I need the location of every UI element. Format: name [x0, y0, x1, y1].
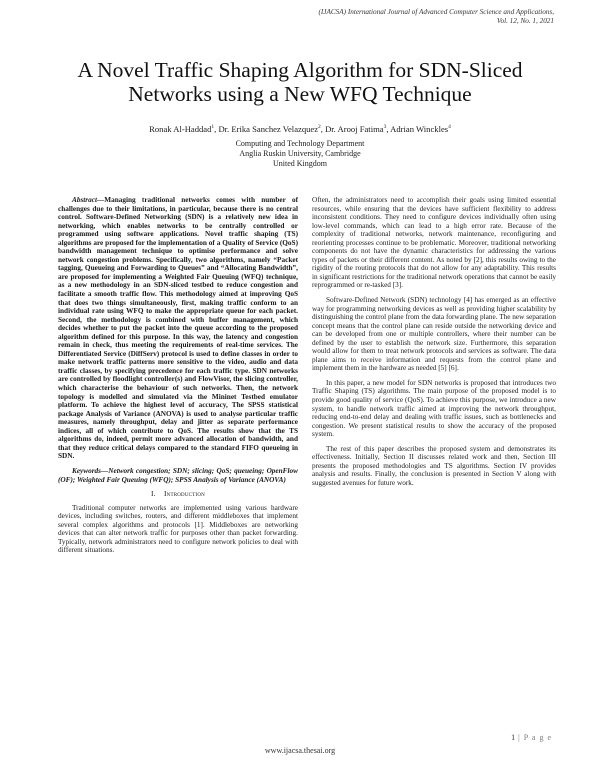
author: Ronak Al-Haddad$^1$, [149, 124, 219, 134]
journal-volume: Vol. 12, No. 1, 2021 [496, 17, 554, 25]
abstract [58, 196, 298, 461]
paper-title [30, 58, 570, 106]
author: Adrian Winckles$^4$ [390, 124, 451, 134]
author-list [30, 124, 570, 135]
author: Dr. Erika Sanchez Velazquez$^2$, [218, 124, 326, 134]
body-paragraph: The rest of this paper describes the proposed system and demonstrates its effectiveness. Initially, Section II discusses related work and then, Section III presents the proposed methodologies and TS algorithms. Section IV provides analysis and results. Finally, the conclusion is presented in Section V along with suggested avenues for future work. [312, 444, 556, 487]
body-paragraph: Often, the administrators need to accomplish their goals using limited essential resources, while ensuring that the devices have sufficient flexibility to address inconsistent conditions. They need to configure devices individually often using low-level commands, which can lead to a high error rate. Because of the complexity of traditional networks, network maintenance, reconfiguring and reorienting processes continue to be problematic. Moreover, traditional networking components do not have the dynamic characteristics for addressing the various types of packets or their different content. As noted by [2], this results owing to the rigidity of the routing protocols that do not allow for any adaptability. This results in significant restrictions for the traditional network operations that cannot be easily reprogrammed or re-tasked [3]. [312, 196, 556, 290]
title-line-1: A Novel Traffic Shaping Algorithm for SDN-Sliced [77, 58, 523, 82]
affiliation-dept: Computing and Technology Department [235, 139, 365, 148]
affiliation-university: Anglia Ruskin University, Cambridge [239, 149, 361, 158]
intro-paragraph: Traditional computer networks are implemented using various hardware devices, including switches, routers, and different middleboxes that implement several complex algorithms and protocols [1]. Middleboxes are networking devices that can alter network traffic for purposes other than packet forwarding. Typically, network administrators need to configure network policies to deal with different situations. [58, 503, 298, 555]
section-number: I. [151, 489, 156, 499]
running-header [134, 8, 554, 26]
page-label: P a g e [523, 733, 552, 742]
journal-url: www.ijacsa.thesai.org [264, 746, 336, 755]
abstract-label: Abstract [72, 196, 97, 204]
journal-name: (IJACSA) International Journal of Advanced Computer Science and Applications, [318, 8, 554, 16]
title-line-2: Networks using a New WFQ Technique [128, 82, 472, 106]
left-column [58, 196, 298, 561]
affiliation-country: United Kingdom [273, 159, 327, 168]
body-paragraph: In this paper, a new model for SDN networks is proposed that introduces two Traffic Shaping (TS) algorithms. The main purpose of the proposed model is to provide good quality of service (QoS). To achieve this purpose, we introduce a new system, to handle network traffic aimed at improving the network throughput, reducing end-to-end delay and dealing with traffic issues, such as bottlenecks and congestion. We present statistical results to show the accuracy of the proposed system. [312, 378, 556, 439]
affiliation [30, 139, 570, 169]
page-separator: | [515, 733, 524, 742]
section-heading [58, 490, 298, 499]
right-column [312, 196, 556, 494]
body-paragraph: Software-Defined Network (SDN) technology [4] has emerged as an effective way for programming networking devices as well as providing higher scalability by distinguishing the control plane from the data forwarding plane. The new separation concept means that the control plane can reside outside the networking device and can be developed from one or multiple controllers, where their number can be defined by the user to establish the network size. Furthermore, this separation would allow for them to treat network protocols and services as software. The data plane aims to receive information and requests from the control plane and implement them in the hardware as needed [5] [6]. [312, 296, 556, 373]
author: Dr. Arooj Fatima$^3$, [325, 124, 391, 134]
keywords: Keywords—Network congestion; SDN; slicing; QoS; queueing; OpenFlow (OF); Weighted Fair Queuing (WFQ); SPSS Analysis of Variance (ANOVA) [58, 466, 298, 484]
page-number [511, 733, 552, 742]
page-number-value: 1 [511, 733, 516, 742]
section-title: Introduction [163, 489, 205, 499]
abstract-text: —Managing traditional networks comes with number of challenges due to their limitations, in particular, because there is no central control. Software-Defined Networking (SDN) is a relatively new idea in networking, which enables networks to be centrally controlled or programmed using software applications. Novel traffic shaping (TS) algorithms are proposed for the implementation of a Quality of Service (QoS) bandwidth management technique to optimise performance and solve network congestion problems. Specifically, two algorithms, namely “Packet tagging, Queueing and Forwarding to Queues” and “Allocating Bandwidth”, are proposed for implementing a Weighted Fair Queuing (WFQ) technique, as a new methodology in an SDN-sliced testbed to reduce congestion and facilitate a smooth traffic flow. This methodology aimed at improving QoS that does two things simultaneously, first, making traffic conform to an individual rate using WFQ to make the appropriate queue for each packet. Second, the methodology is combined with buffer management, which decides whether to put the packet into the queue according to the proposed algorithm defined for this purpose. In this way, the latency and congestion remain in check, thus meeting the requirements of real-time services. The Differentiated Service (DiffServ) protocol is used to define classes in order to make network traffic patterns more sensitive to the video, audio and data traffic classes, by specifying precedence for each traffic type. SDN networks are controlled by floodlight controller(s) and FlowVisor, the slicing controller, which characterise the behaviour of such networks. Then, the network topology is modelled and simulated via the Mininet Testbed emulator platform. To achieve the highest level of accuracy, The SPSS statistical package Analysis of Variance (ANOVA) is used to analyse particular traffic measures, namely throughput, delay and jitter as separate performance indices, all of which contribute to QoS. The results show that the TS algorithms do, indeed, permit more advanced allocation of bandwidth, and that they reduce critical delays compared to the standard FIFO queueing in SDN. [58, 196, 298, 461]
